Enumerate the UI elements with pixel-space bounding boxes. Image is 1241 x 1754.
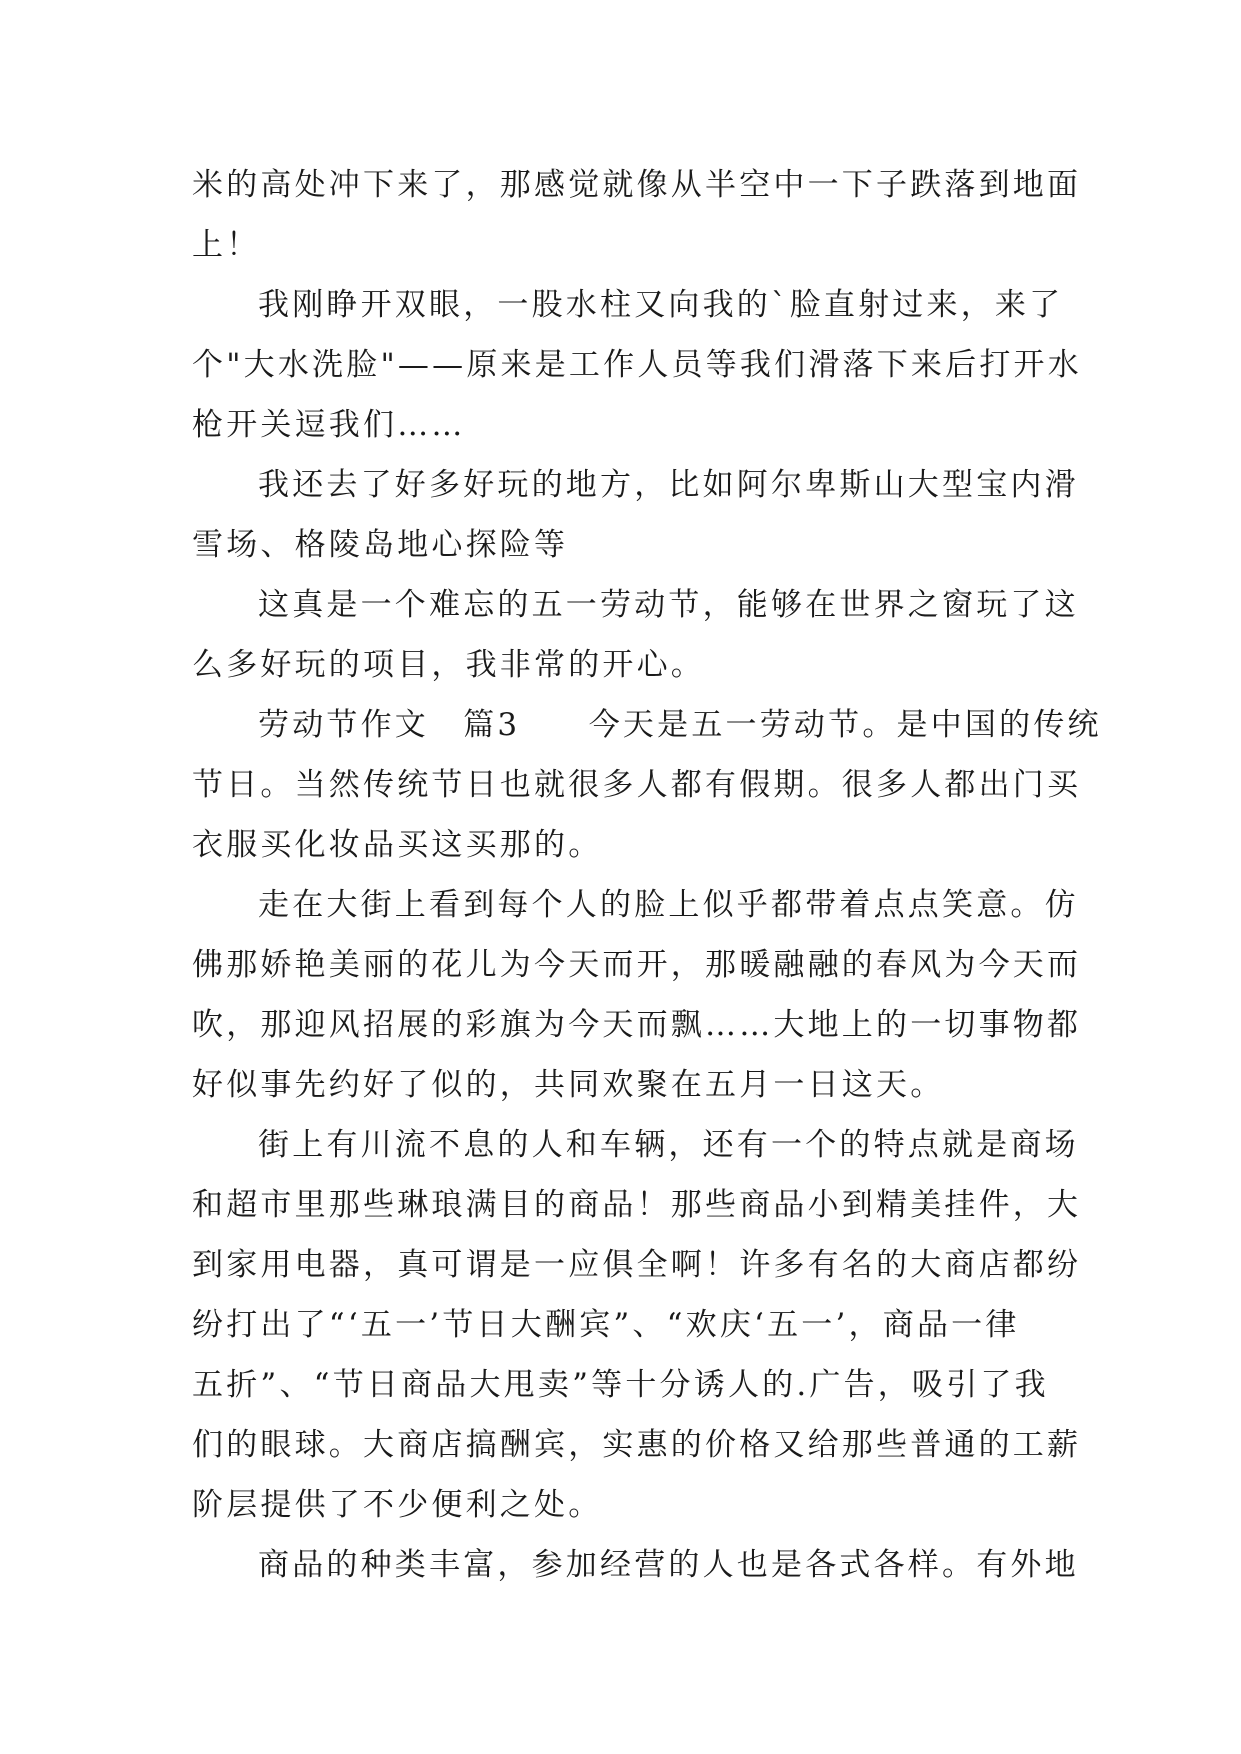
text-line: 个"大水洗脸"——原来是工作人员等我们滑落下来后打开水 [192, 347, 1082, 383]
text-line: 五折”、“节日商品大甩卖”等十分诱人的.广告，吸引了我 [192, 1367, 1049, 1403]
text-line: 这真是一个难忘的五一劳动节，能够在世界之窗玩了这 [258, 587, 1079, 623]
text-line: 们的眼球。大商店搞酬宾，实惠的价格又给那些普通的工薪 [192, 1427, 1082, 1463]
text-line: 和超市里那些琳琅满目的商品！那些商品小到精美挂件，大 [192, 1187, 1082, 1223]
document-body [192, 155, 1102, 1595]
text-line: 街上有川流不息的人和车辆，还有一个的特点就是商场 [258, 1127, 1079, 1163]
text-line: 我还去了好多好玩的地方，比如阿尔卑斯山大型宝内滑 [258, 467, 1079, 503]
text-line: 上！ [192, 227, 261, 263]
text-line: 商品的种类丰富，参加经营的人也是各式各样。有外地 [258, 1547, 1079, 1583]
section-heading-line: 劳动节作文 篇3 今天是五一劳动节。是中国的传统 [258, 707, 1102, 743]
text-line: 节日。当然传统节日也就很多人都有假期。很多人都出门买 [192, 767, 1082, 803]
text-line: 佛那娇艳美丽的花儿为今天而开，那暖融融的春风为今天而 [192, 947, 1082, 983]
text-line: 纷打出了“‘五一’节日大酬宾”、“欢庆‘五一’，商品一律 [192, 1307, 1020, 1343]
text-line: 阶层提供了不少便利之处。 [192, 1487, 603, 1523]
text-line: 衣服买化妆品买这买那的。 [192, 827, 603, 863]
text-line: 雪场、格陵岛地心探险等 [192, 527, 569, 563]
text-line: 么多好玩的项目，我非常的开心。 [192, 647, 705, 683]
text-line: 到家用电器，真可谓是一应俱全啊！许多有名的大商店都纷 [192, 1247, 1082, 1283]
text-line: 走在大街上看到每个人的脸上似乎都带着点点笑意。仿 [258, 887, 1079, 923]
text-line: 吹，那迎风招展的彩旗为今天而飘……大地上的一切事物都 [192, 1007, 1082, 1043]
text-line: 好似事先约好了似的，共同欢聚在五月一日这天。 [192, 1067, 945, 1103]
text-line: 我刚睁开双眼，一股水柱又向我的`脸直射过来，来了 [258, 287, 1064, 323]
text-line: 枪开关逗我们…… [192, 407, 466, 443]
text-line: 米的高处冲下来了，那感觉就像从半空中一下子跌落到地面 [192, 167, 1082, 203]
